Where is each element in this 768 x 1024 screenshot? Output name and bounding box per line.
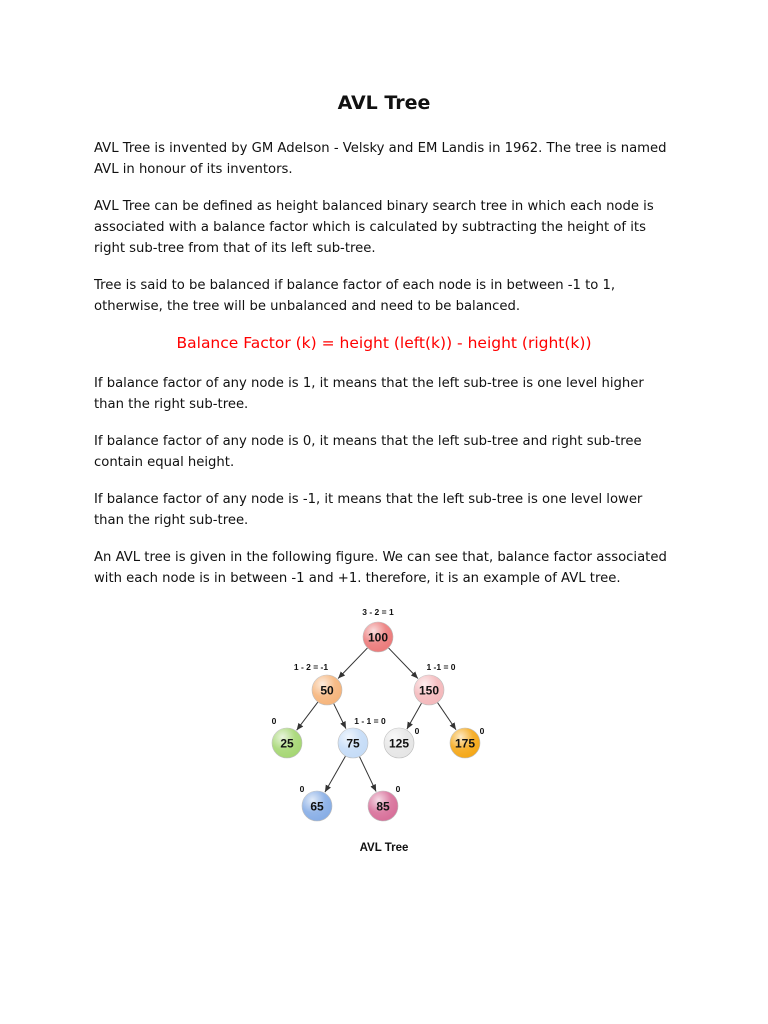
- tree-node-value: 150: [418, 683, 440, 698]
- tree-edge-50-75: [334, 703, 346, 728]
- paragraph-definition: AVL Tree can be defined as height balanced binary search tree in which each node is associated with a balance factor which is calculated by subtracting the height of its right sub-tree from that of its left sub-tree.: [94, 199, 654, 256]
- page-title: AVL Tree: [337, 92, 431, 114]
- avl-tree-diagram: [0, 600, 768, 835]
- balance-factor-label-75: 1 - 1 = 0: [354, 716, 386, 726]
- tree-edge-100-50: [338, 648, 368, 679]
- tree-node-125: [384, 728, 414, 758]
- balance-factor-label-175: 0: [479, 726, 485, 736]
- tree-node-value: 175: [454, 736, 476, 751]
- paragraph-bf-zero: If balance factor of any node is 0, it means that the left sub-tree and right sub-tree contain equal height.: [94, 434, 642, 470]
- balance-factor-formula: Balance Factor (k) = height (left(k)) - height (right(k)): [176, 334, 592, 352]
- tree-node-50: [312, 675, 342, 705]
- balance-factor-label-150: 1 -1 = 0: [426, 662, 456, 672]
- tree-node-value: 125: [388, 736, 410, 751]
- balance-factor-label-50: 1 - 2 = -1: [293, 662, 329, 672]
- tree-edge-50-25: [297, 702, 318, 730]
- paragraph-bf-one: If balance factor of any node is 1, it means that the left sub-tree is one level higher than the right sub-tree.: [94, 376, 644, 412]
- tree-edge-75-65: [325, 756, 346, 792]
- tree-node-value: 75: [346, 736, 360, 751]
- tree-node-value: 65: [310, 799, 324, 814]
- balance-factor-label-65: 0: [299, 784, 305, 794]
- tree-edge-100-150: [388, 648, 418, 679]
- tree-node-value: 25: [280, 736, 294, 751]
- tree-node-value: 100: [367, 630, 389, 645]
- tree-node-value: 85: [376, 799, 390, 814]
- tree-edge-150-175: [437, 702, 456, 729]
- balance-factor-label-25: 0: [271, 716, 277, 726]
- tree-node-65: [302, 791, 332, 821]
- tree-node-150: [414, 675, 444, 705]
- balance-factor-label-100: 3 - 2 = 1: [362, 607, 394, 617]
- tree-node-25: [272, 728, 302, 758]
- tree-node-175: [450, 728, 480, 758]
- tree-node-75: [338, 728, 368, 758]
- tree-node-value: 50: [320, 683, 334, 698]
- paragraph-intro: AVL Tree is invented by GM Adelson - Velsky and EM Landis in 1962. The tree is named AVL in honour of its inventors.: [94, 141, 667, 177]
- paragraph-bf-minus-one: If balance factor of any node is -1, it means that the left sub-tree is one level lower than the right sub-tree.: [94, 492, 643, 528]
- figure-caption: AVL Tree: [359, 842, 409, 854]
- balance-factor-label-125: 0: [414, 726, 420, 736]
- tree-node-85: [368, 791, 398, 821]
- paragraph-balanced: Tree is said to be balanced if balance factor of each node is in between -1 to 1, otherwise, the tree will be unbalanced and need to be balanced.: [94, 278, 616, 314]
- paragraph-figure-intro: An AVL tree is given in the following figure. We can see that, balance factor associated with each node is in between -1 and +1. therefore, it is an example of AVL tree.: [94, 550, 667, 586]
- tree-edge-75-85: [359, 757, 376, 792]
- balance-factor-label-85: 0: [395, 784, 401, 794]
- tree-node-100: [363, 622, 393, 652]
